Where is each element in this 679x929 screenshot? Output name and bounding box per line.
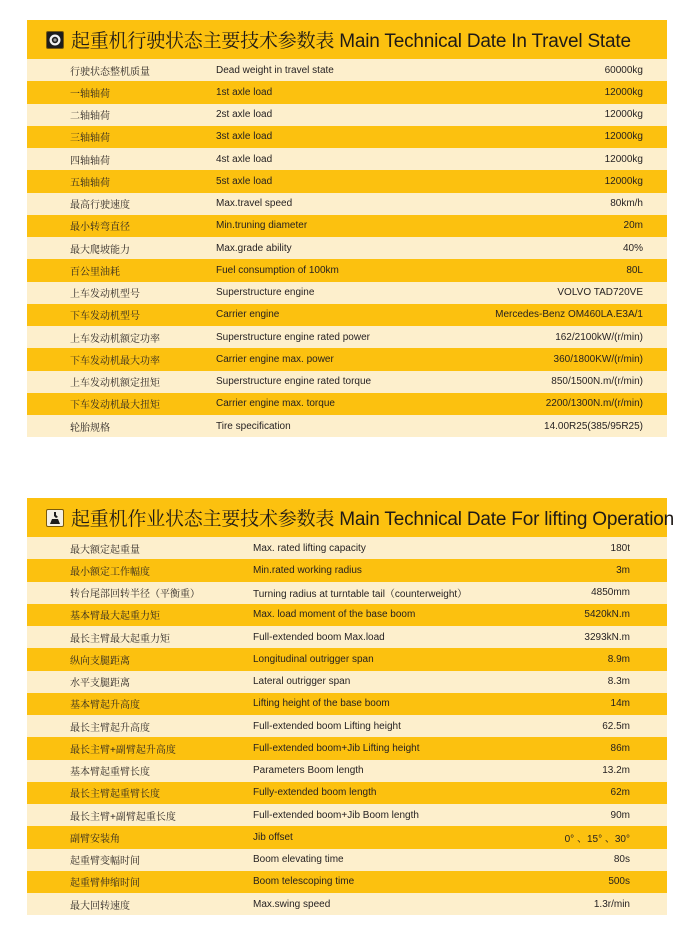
table-row	[27, 604, 667, 626]
table-row	[27, 804, 667, 826]
param-name-en: 2st axle load	[216, 109, 273, 121]
table-row	[27, 782, 667, 804]
param-value: 180t	[610, 542, 630, 554]
table-row	[27, 737, 667, 759]
table-row	[27, 893, 667, 915]
param-name-cn: 下车发动机最大扭矩	[70, 400, 160, 412]
param-name-cn: 五轴轴荷	[70, 177, 110, 189]
param-value: Mercedes-Benz OM460LA.E3A/1	[495, 309, 643, 321]
param-name-cn: 副臂安装角	[70, 833, 120, 845]
param-value: 500s	[608, 876, 630, 888]
param-name-cn: 最长主臂最大起重力矩	[70, 633, 170, 645]
table-row	[27, 849, 667, 871]
param-value: 3m	[616, 564, 630, 576]
table-row	[27, 170, 667, 192]
param-name-cn: 纵向支腿距离	[70, 655, 130, 667]
param-value: 62m	[610, 787, 630, 799]
param-value: 3293kN.m	[584, 631, 630, 643]
table-row	[27, 237, 667, 259]
param-name-cn: 下车发动机最大功率	[70, 355, 160, 367]
param-name-cn: 四轴轴荷	[70, 155, 110, 167]
param-name-en: Min.truning diameter	[216, 220, 308, 232]
param-name-en: Fully-extended boom length	[253, 787, 377, 799]
table-row	[27, 715, 667, 737]
table-row	[27, 871, 667, 893]
param-name-cn: 最长主臂+副臂起重长度	[70, 811, 176, 823]
param-value: 8.3m	[607, 676, 630, 688]
param-value: 80km/h	[610, 198, 643, 210]
param-value: 12000kg	[604, 109, 643, 121]
table-row	[27, 348, 667, 370]
param-value: 2200/1300N.m/(r/min)	[545, 398, 643, 410]
table-row	[27, 371, 667, 393]
param-value: 8.9m	[607, 653, 630, 665]
table-row	[27, 393, 667, 415]
param-value: 80s	[613, 854, 630, 866]
param-value: 14m	[610, 698, 630, 710]
param-value: VOLVO TAD720VE	[557, 287, 643, 299]
travel-table-body	[27, 59, 667, 437]
table-row	[27, 626, 667, 648]
table-row	[27, 259, 667, 281]
param-name-en: Boom telescoping time	[253, 876, 355, 888]
param-name-cn: 最大回转速度	[70, 900, 130, 912]
table-row	[27, 304, 667, 326]
param-name-en: Max. rated lifting capacity	[253, 542, 366, 554]
param-name-cn: 上车发动机额定扭矩	[70, 378, 160, 390]
table-row	[27, 559, 667, 581]
param-name-cn: 转台尾部回转半径（平衡重）	[70, 589, 200, 601]
table-row	[27, 59, 667, 81]
param-value: 1.3r/min	[593, 898, 630, 910]
travel-state-table	[27, 20, 667, 437]
param-name-en: Superstructure engine rated torque	[216, 376, 372, 388]
param-name-cn: 基本臂起升高度	[70, 700, 140, 712]
param-name-cn: 一轴轴荷	[70, 88, 110, 100]
param-value: 12000kg	[604, 153, 643, 165]
param-name-cn: 水平支腿距离	[70, 678, 130, 690]
param-name-cn: 基本臂起重臂长度	[70, 767, 150, 779]
param-name-cn: 最高行驶速度	[70, 200, 130, 212]
param-value: 162/2100kW/(r/min)	[555, 331, 643, 343]
param-name-en: Full-extended boom Max.load	[253, 631, 385, 643]
param-name-en: Dead weight in travel state	[216, 64, 334, 76]
param-name-en: 5st axle load	[216, 175, 273, 187]
param-name-en: Superstructure engine	[216, 287, 315, 299]
param-value: 850/1500N.m/(r/min)	[551, 376, 643, 388]
param-value: 14.00R25(385/95R25)	[544, 420, 643, 432]
param-name-cn: 起重臂伸缩时间	[70, 878, 140, 890]
param-value: 5420kN.m	[584, 609, 630, 621]
param-value: 40%	[622, 242, 643, 254]
param-name-en: Max.swing speed	[253, 898, 331, 910]
param-name-cn: 行驶状态整机质量	[70, 66, 150, 78]
param-value: 90m	[610, 809, 630, 821]
param-value: 12000kg	[604, 175, 643, 187]
param-name-cn: 最长主臂起重臂长度	[70, 789, 160, 801]
lifting-table-header	[27, 498, 674, 537]
param-name-cn: 基本臂最大起重力矩	[70, 611, 160, 623]
param-name-cn: 最小转弯直径	[70, 222, 130, 234]
table-row	[27, 126, 667, 148]
param-name-en: Carrier engine max. torque	[216, 398, 335, 410]
param-name-cn: 最大爬坡能力	[70, 244, 130, 256]
table-row	[27, 104, 667, 126]
lifting-operation-table	[27, 498, 674, 915]
disc-icon	[46, 31, 64, 49]
param-value: 360/1800KW/(r/min)	[553, 353, 643, 365]
table-row	[27, 582, 667, 604]
param-name-en: Superstructure engine rated power	[216, 331, 370, 343]
param-name-cn: 百公里油耗	[70, 266, 120, 278]
param-name-en: Tire specification	[216, 420, 291, 432]
param-value: 62.5m	[602, 720, 630, 732]
travel-table-header	[27, 20, 667, 59]
table-row	[27, 326, 667, 348]
param-name-en: 1st axle load	[216, 86, 273, 98]
param-value: 60000kg	[604, 64, 643, 76]
table-row	[27, 671, 667, 693]
table-row	[27, 826, 667, 848]
param-name-cn: 最长主臂+副臂起升高度	[70, 744, 176, 756]
param-name-en: Jib offset	[253, 831, 293, 843]
param-name-cn: 最大额定起重量	[70, 544, 140, 556]
table-row	[27, 193, 667, 215]
param-value: 20m	[623, 220, 643, 232]
param-name-en: Max.travel speed	[216, 198, 293, 210]
table-row	[27, 760, 667, 782]
table-row	[27, 282, 667, 304]
table-row	[27, 148, 667, 170]
param-value: 80L	[626, 264, 643, 276]
param-name-en: Full-extended boom Lifting height	[253, 720, 401, 732]
param-name-cn: 上车发动机型号	[70, 289, 140, 301]
param-name-en: Fuel consumption of 100km	[216, 264, 339, 276]
param-name-en: 3st axle load	[216, 131, 273, 143]
param-name-en: Carrier engine max. power	[216, 353, 334, 365]
param-name-en: 4st axle load	[216, 153, 273, 165]
param-name-en: Parameters Boom length	[253, 765, 364, 777]
param-value: 0° 、15° 、30°	[564, 833, 630, 845]
param-name-cn: 上车发动机额定功率	[70, 333, 160, 345]
param-name-en: Full-extended boom+Jib Boom length	[253, 809, 419, 821]
param-name-cn: 轮胎规格	[70, 422, 110, 434]
param-value: 12000kg	[604, 86, 643, 98]
param-value: 4850mm	[591, 587, 630, 599]
param-name-en: Min.rated working radius	[253, 564, 362, 576]
table-row	[27, 648, 667, 670]
crane-hook-icon	[46, 509, 64, 527]
param-name-en: Longitudinal outrigger span	[253, 653, 374, 665]
table-row	[27, 415, 667, 437]
travel-table-title: 起重机行驶状态主要技术参数表 Main Technical Date In Travel State	[71, 31, 631, 52]
param-name-en: Max. load moment of the base boom	[253, 609, 416, 621]
param-name-cn: 下车发动机型号	[70, 311, 140, 323]
param-name-en: Full-extended boom+Jib Lifting height	[253, 742, 420, 754]
param-name-cn: 三轴轴荷	[70, 133, 110, 145]
param-value: 86m	[610, 742, 630, 754]
lifting-table-title: 起重机作业状态主要技术参数表 Main Technical Date For lifting Operation	[71, 509, 674, 530]
param-name-en: Carrier engine	[216, 309, 280, 321]
param-name-en: Lifting height of the base boom	[253, 698, 390, 710]
param-name-cn: 最小额定工作幅度	[70, 566, 150, 578]
table-row	[27, 537, 667, 559]
param-name-cn: 最长主臂起升高度	[70, 722, 150, 734]
param-value: 12000kg	[604, 131, 643, 143]
param-name-en: Turning radius at turntable tail（counterweight）	[253, 589, 468, 601]
param-name-en: Boom elevating time	[253, 854, 344, 866]
lifting-table-body	[27, 537, 667, 915]
param-name-cn: 二轴轴荷	[70, 111, 110, 123]
param-name-en: Lateral outrigger span	[253, 676, 351, 688]
param-name-cn: 起重臂变幅时间	[70, 856, 140, 868]
table-row	[27, 215, 667, 237]
table-row	[27, 81, 667, 103]
table-row	[27, 693, 667, 715]
param-name-en: Max.grade ability	[216, 242, 292, 254]
param-value: 13.2m	[602, 765, 630, 777]
